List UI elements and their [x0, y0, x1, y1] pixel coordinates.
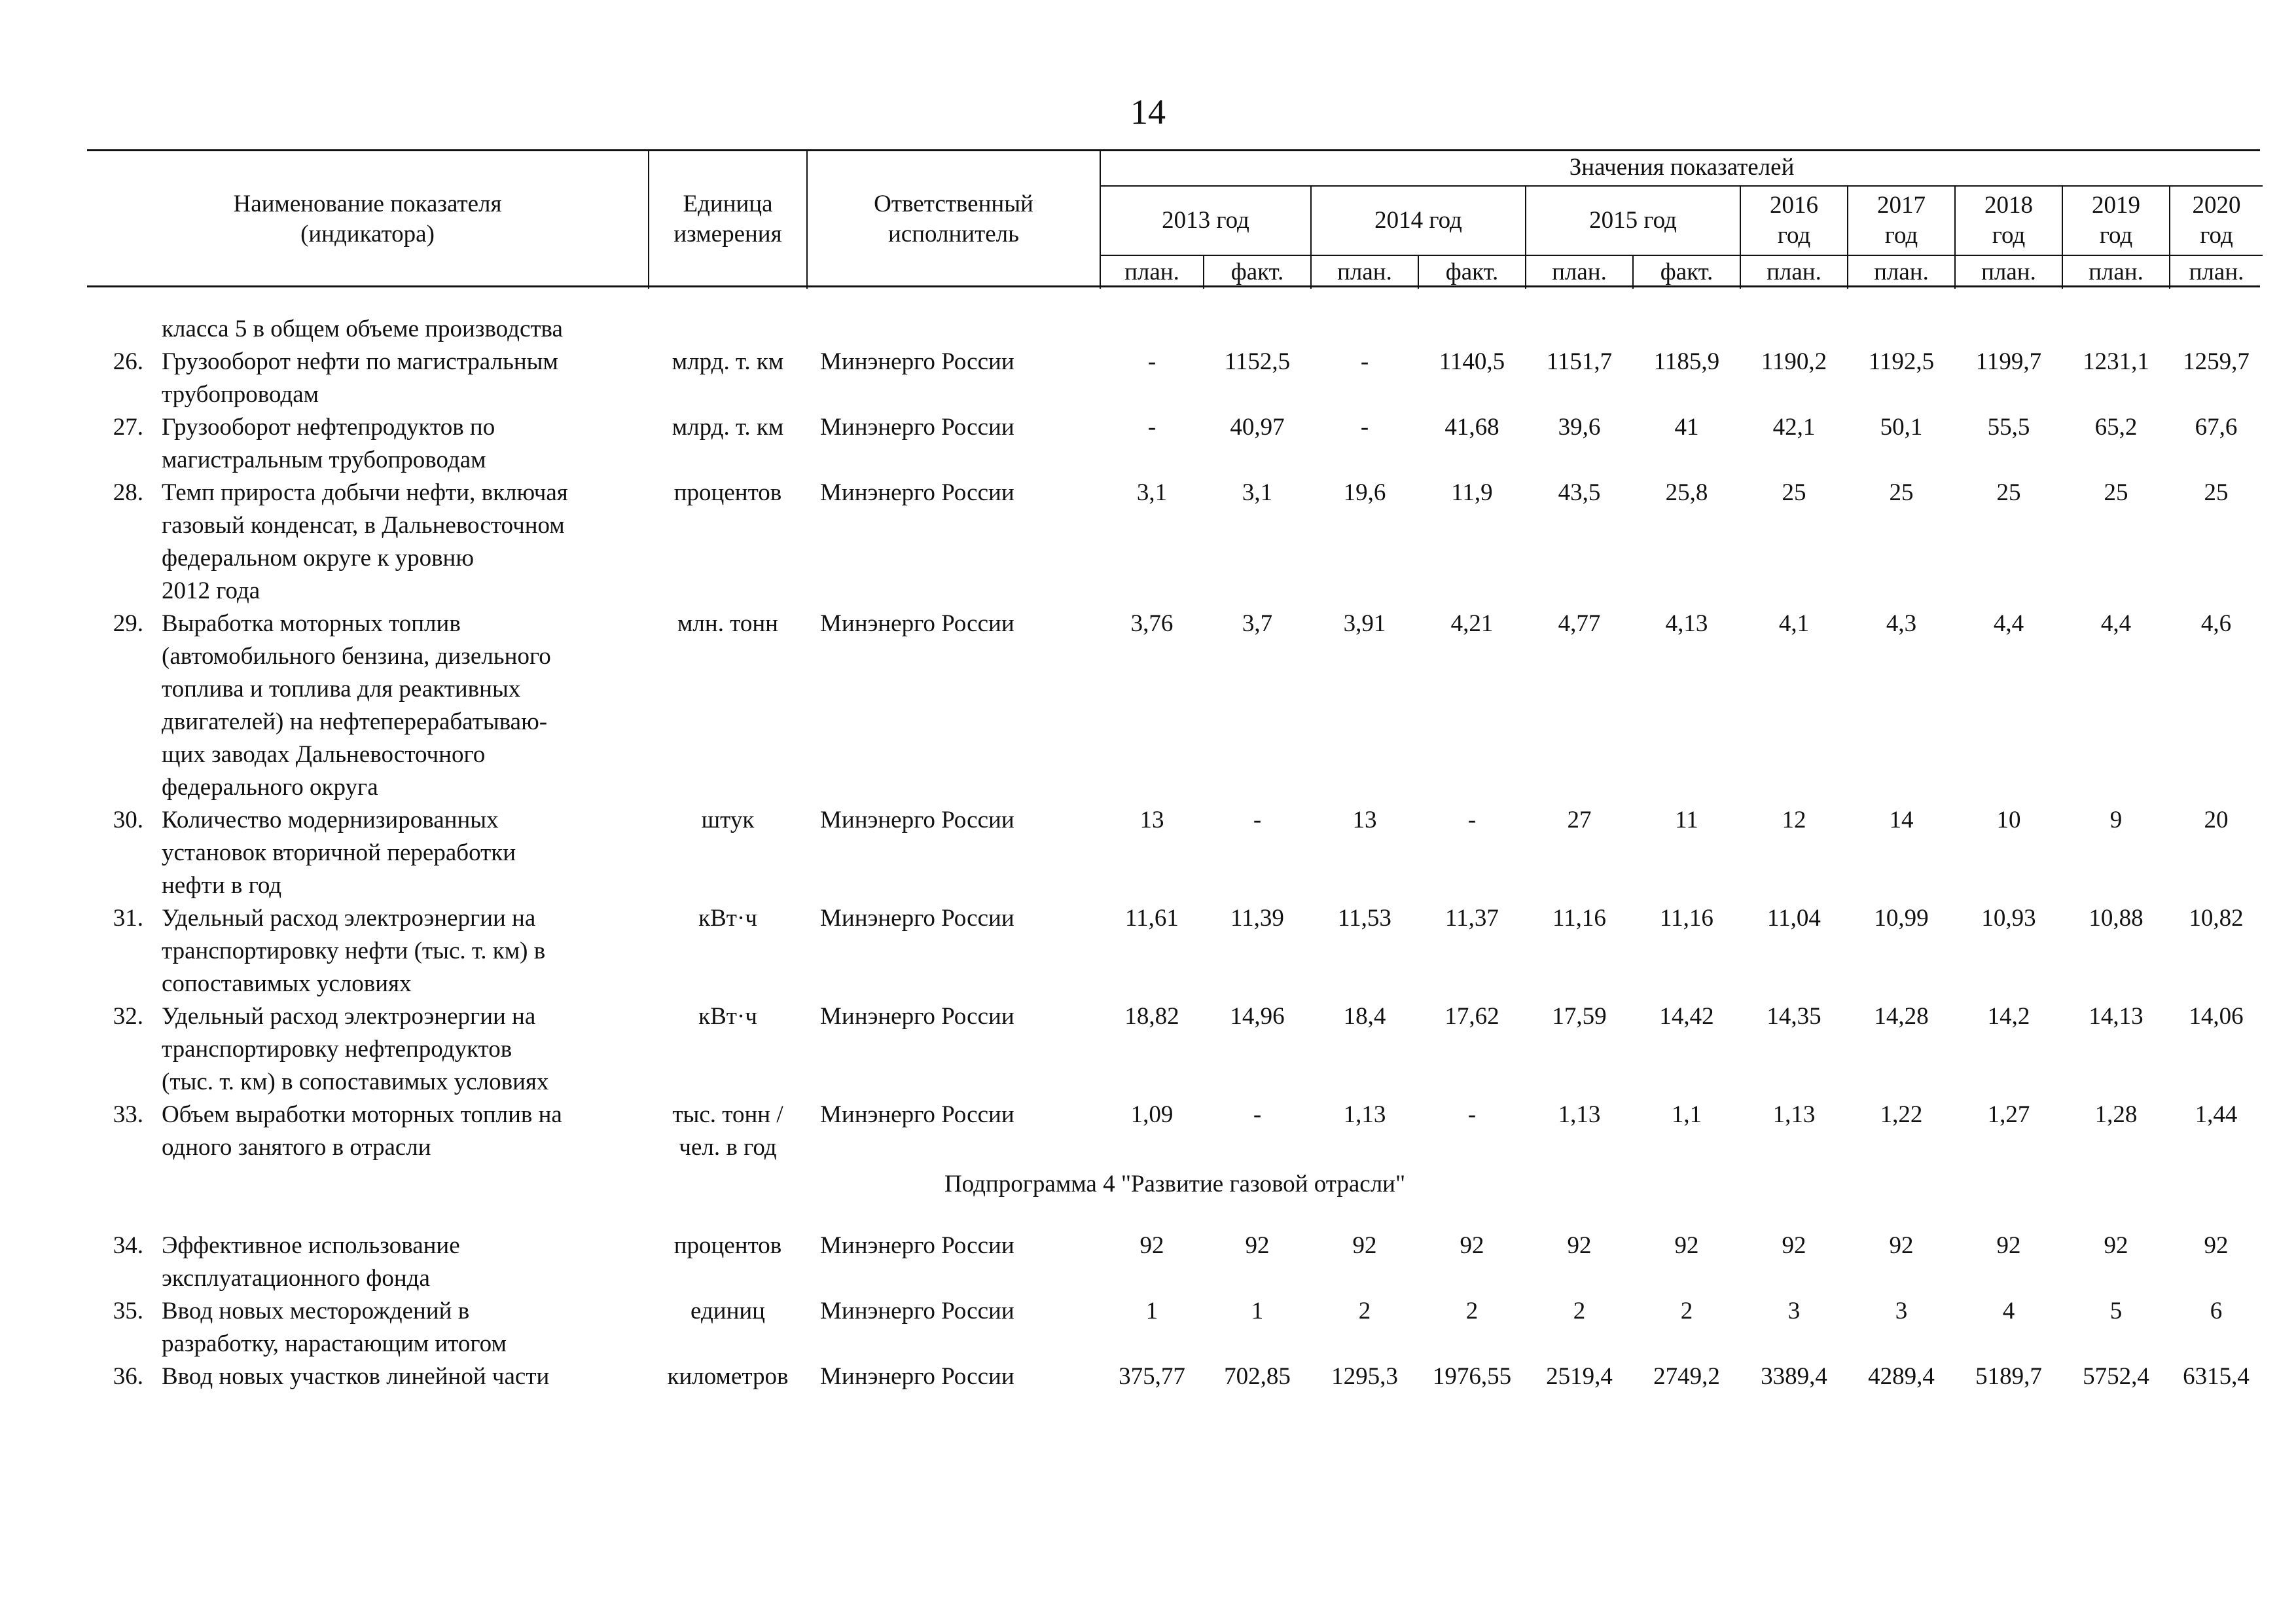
row-value: 10: [1996, 807, 2021, 833]
row-executor: Минэнерго России: [820, 1298, 1014, 1324]
year-header: 2015 год: [1526, 186, 1740, 255]
row-unit: кВт·ч: [698, 905, 757, 932]
row-unit: километров: [667, 1363, 789, 1390]
row-value: 25: [1996, 479, 2021, 506]
year-header: 2014 год: [1311, 186, 1526, 255]
row-value: 13: [1352, 807, 1377, 833]
page-number: 14: [1130, 92, 1166, 132]
row-value: 1,27: [1987, 1101, 2030, 1128]
row-name: Объем выработки моторных топлив на одного занятого в отрасли: [162, 1101, 562, 1161]
row-number: 28.: [113, 479, 143, 506]
row-value: 14,28: [1874, 1003, 1929, 1030]
row-value: 1: [1251, 1298, 1264, 1324]
row-name: Удельный расход электроэнергии на транспортировку нефтепродуктов (тыс. т. км) в сопоставимых условиях: [162, 1003, 549, 1095]
row-value: 92: [1782, 1232, 1806, 1259]
row-value: 92: [1139, 1232, 1164, 1259]
row-value: 1,13: [1343, 1101, 1386, 1128]
row-value: 9: [2109, 807, 2123, 833]
row-unit: штук: [701, 807, 755, 833]
section-row: [87, 1164, 2263, 1230]
row-value: 13: [1139, 807, 1164, 833]
row-value: 3,91: [1343, 610, 1386, 637]
row-value: 92: [1460, 1232, 1484, 1259]
row-number: 35.: [113, 1298, 143, 1324]
row-value: 10,99: [1874, 905, 1929, 932]
row-value: 4,4: [2100, 610, 2132, 637]
row-executor: Минэнерго России: [820, 610, 1014, 637]
sub-header: план.: [1526, 255, 1633, 289]
row-value: 2749,2: [1653, 1363, 1720, 1390]
row-number: 27.: [113, 414, 143, 441]
row-value: 4,13: [1665, 610, 1708, 637]
row-value: 3,7: [1242, 610, 1273, 637]
row-value: 18,4: [1343, 1003, 1386, 1030]
row-value: 1,28: [2094, 1101, 2138, 1128]
row-value: 92: [1674, 1232, 1699, 1259]
row-value: 3: [1787, 1298, 1801, 1324]
sub-header: факт.: [1204, 255, 1311, 289]
row-value: 17,62: [1444, 1003, 1499, 1030]
row-value: 11,53: [1338, 905, 1391, 932]
table-row: [87, 477, 2263, 608]
row-value: 2519,4: [1546, 1363, 1613, 1390]
row-value: 12: [1782, 807, 1806, 833]
sub-header: план.: [1311, 255, 1418, 289]
row-value: 67,6: [2195, 414, 2238, 441]
row-value: 50,1: [1880, 414, 1923, 441]
sub-header: план.: [1100, 255, 1204, 289]
table-row: [87, 1295, 2263, 1360]
row-value: 40,97: [1230, 414, 1285, 441]
sub-header: план.: [1848, 255, 1955, 289]
year-header: 2017 год: [1848, 186, 1955, 255]
row-value: 5: [2109, 1298, 2123, 1324]
table-row: [87, 1230, 2263, 1295]
row-unit: тыс. тонн / чел. в год: [672, 1101, 783, 1161]
row-name: Ввод новых участков линейной части: [162, 1363, 550, 1390]
row-value: 41: [1674, 414, 1699, 441]
row-value: 4,21: [1450, 610, 1494, 637]
row-value: 1190,2: [1761, 348, 1827, 375]
row-value: 5752,4: [2083, 1363, 2149, 1390]
row-value: 25: [2104, 479, 2128, 506]
row-value: 41,68: [1444, 414, 1499, 441]
row-value: 11,16: [1660, 905, 1713, 932]
table-row: [87, 411, 2263, 477]
table-header: [87, 149, 2263, 289]
row-value: 1295,3: [1331, 1363, 1398, 1390]
row-value: 1,22: [1880, 1101, 1923, 1128]
row-value: 5189,7: [1975, 1363, 2042, 1390]
row-unit: единиц: [691, 1298, 765, 1324]
row-value: 11,39: [1230, 905, 1284, 932]
row-value: 1,13: [1558, 1101, 1601, 1128]
row-number: 30.: [113, 807, 143, 833]
continuation-text: класса 5 в общем объеме производства: [162, 316, 563, 342]
row-unit: процентов: [673, 479, 782, 506]
row-executor: Минэнерго России: [820, 1003, 1014, 1030]
row-value: 14,35: [1767, 1003, 1821, 1030]
table-row: [87, 804, 2263, 902]
row-value: 4: [2002, 1298, 2015, 1324]
row-value: 702,85: [1224, 1363, 1291, 1390]
row-value: 4289,4: [1868, 1363, 1935, 1390]
section-title: Подпрограмма 4 "Развитие газовой отрасли": [944, 1171, 1406, 1197]
table-body-gas: [87, 1230, 2263, 1393]
row-value: 4,77: [1558, 610, 1601, 637]
row-value: 17,59: [1552, 1003, 1607, 1030]
row-value: 1,09: [1130, 1101, 1174, 1128]
row-value: 10,82: [2189, 905, 2244, 932]
row-name: Удельный расход электроэнергии на транспортировку нефти (тыс. т. км) в сопоставимых условиях: [162, 905, 546, 997]
row-value: 27: [1567, 807, 1592, 833]
row-value: 1151,7: [1546, 348, 1613, 375]
row-value: 92: [1889, 1232, 1914, 1259]
row-value: 3: [1895, 1298, 1908, 1324]
row-value: 14,2: [1987, 1003, 2030, 1030]
row-value: -: [1467, 1101, 1477, 1128]
row-value: 18,82: [1124, 1003, 1179, 1030]
row-number: 29.: [113, 610, 143, 637]
row-value: 2: [1680, 1298, 1693, 1324]
row-value: 11,9: [1451, 479, 1493, 506]
row-value: 14,96: [1230, 1003, 1285, 1030]
row-value: -: [1147, 348, 1157, 375]
year-header: 2013 год: [1100, 186, 1311, 255]
row-value: 14: [1889, 807, 1914, 833]
row-value: 92: [1352, 1232, 1377, 1259]
row-value: 1140,5: [1439, 348, 1505, 375]
sub-header: факт.: [1418, 255, 1526, 289]
row-value: 4,3: [1886, 610, 1917, 637]
row-value: 10,88: [2089, 905, 2144, 932]
row-unit: млрд. т. км: [672, 348, 784, 375]
table-row: [87, 1099, 2263, 1164]
table-row: [87, 346, 2263, 411]
row-executor: Минэнерго России: [820, 1101, 1014, 1128]
row-value: 1231,1: [2083, 348, 2149, 375]
sub-header: план.: [1955, 255, 2062, 289]
row-value: 43,5: [1558, 479, 1601, 506]
row-value: 92: [2204, 1232, 2229, 1259]
continuation-row: [87, 313, 2263, 346]
row-unit: процентов: [673, 1232, 782, 1259]
table-body: [87, 313, 2263, 1164]
row-value: 1192,5: [1868, 348, 1935, 375]
row-value: 3,1: [1242, 479, 1273, 506]
row-value: 1152,5: [1224, 348, 1291, 375]
row-value: 1: [1145, 1298, 1158, 1324]
row-number: 31.: [113, 905, 143, 932]
col-header-name: Наименование показателя (индикатора): [87, 149, 649, 289]
row-executor: Минэнерго России: [820, 905, 1014, 932]
row-value: 11,16: [1552, 905, 1606, 932]
row-number: 33.: [113, 1101, 143, 1128]
col-header-unit: Единица измерения: [649, 149, 807, 289]
row-name: Выработка моторных топлив (автомобильного бензина, дизельного топлива и топлива для реактивных двигателей) на нефтеперерабатываю- щих заводах Дальневосточного федерального округа: [162, 610, 551, 801]
year-header: 2020 год: [2170, 186, 2263, 255]
row-number: 26.: [113, 348, 143, 375]
row-value: 1976,55: [1432, 1363, 1512, 1390]
row-name: Грузооборот нефти по магистральным трубопроводам: [162, 348, 558, 408]
sub-header: план.: [2170, 255, 2263, 289]
row-name: Эффективное использование эксплуатационного фонда: [162, 1232, 460, 1292]
row-value: 25: [1782, 479, 1806, 506]
row-name: Грузооборот нефтепродуктов по магистральным трубопроводам: [162, 414, 495, 473]
row-value: 11,61: [1125, 905, 1179, 932]
row-executor: Минэнерго России: [820, 1363, 1014, 1390]
table-row: [87, 1360, 2263, 1393]
sub-header: факт.: [1633, 255, 1740, 289]
row-value: 92: [1567, 1232, 1592, 1259]
row-value: 11: [1675, 807, 1698, 833]
row-value: 4,6: [2200, 610, 2232, 637]
row-value: 39,6: [1558, 414, 1601, 441]
row-value: 92: [1996, 1232, 2021, 1259]
row-value: -: [1360, 348, 1369, 375]
row-executor: Минэнерго России: [820, 479, 1014, 506]
year-header: 2019 год: [2062, 186, 2170, 255]
col-header-executor: Ответственный исполнитель: [807, 149, 1100, 289]
row-value: 2: [1358, 1298, 1371, 1324]
row-value: 65,2: [2094, 414, 2138, 441]
row-executor: Минэнерго России: [820, 1232, 1014, 1259]
header-bottom-rule: [87, 285, 2260, 287]
row-value: 2: [1465, 1298, 1479, 1324]
row-executor: Минэнерго России: [820, 414, 1014, 441]
sub-header: план.: [1740, 255, 1848, 289]
row-executor: Минэнерго России: [820, 807, 1014, 833]
row-value: 11,04: [1767, 905, 1821, 932]
table-row: [87, 608, 2263, 804]
row-value: 25: [2204, 479, 2229, 506]
row-value: 42,1: [1772, 414, 1816, 441]
col-header-values: Значения показателей: [1100, 149, 2263, 186]
row-value: -: [1467, 807, 1477, 833]
table-row: [87, 1000, 2263, 1099]
row-executor: Минэнерго России: [820, 348, 1014, 375]
row-value: 3389,4: [1761, 1363, 1827, 1390]
row-unit: млрд. т. км: [672, 414, 784, 441]
row-value: -: [1360, 414, 1369, 441]
row-number: 36.: [113, 1363, 143, 1390]
row-value: 4,1: [1778, 610, 1810, 637]
indicator-table: [87, 313, 2263, 1393]
row-value: 3,1: [1136, 479, 1168, 506]
row-value: 2: [1573, 1298, 1586, 1324]
row-name: Темп прироста добычи нефти, включая газовый конденсат, в Дальневосточном федеральном округе к уровню 2012 года: [162, 479, 568, 604]
row-value: 1259,7: [2183, 348, 2250, 375]
row-value: 14,06: [2189, 1003, 2244, 1030]
row-value: 1,13: [1772, 1101, 1816, 1128]
row-value: 3,76: [1130, 610, 1174, 637]
row-value: 92: [1245, 1232, 1270, 1259]
row-value: 6: [2210, 1298, 2223, 1324]
row-value: 1,44: [2195, 1101, 2238, 1128]
row-number: 34.: [113, 1232, 143, 1259]
row-name: Ввод новых месторождений в разработку, нарастающим итогом: [162, 1298, 507, 1357]
row-value: -: [1253, 807, 1262, 833]
row-value: 25,8: [1665, 479, 1708, 506]
table-row: [87, 902, 2263, 1000]
row-value: 1,1: [1671, 1101, 1702, 1128]
row-value: 375,77: [1119, 1363, 1185, 1390]
row-value: 92: [2104, 1232, 2128, 1259]
row-value: 19,6: [1343, 479, 1386, 506]
row-unit: млн. тонн: [677, 610, 778, 637]
row-value: 6315,4: [2183, 1363, 2250, 1390]
row-unit: кВт·ч: [698, 1003, 757, 1030]
row-value: 14,42: [1659, 1003, 1714, 1030]
row-value: 10,93: [1981, 905, 2036, 932]
row-value: 1199,7: [1975, 348, 2042, 375]
row-name: Количество модернизированных установок вторичной переработки нефти в год: [162, 807, 516, 899]
row-value: 1185,9: [1653, 348, 1720, 375]
row-value: -: [1253, 1101, 1262, 1128]
row-value: 11,37: [1445, 905, 1499, 932]
year-header: 2018 год: [1955, 186, 2062, 255]
header-top-rule: [87, 149, 2260, 151]
row-value: 14,13: [2089, 1003, 2144, 1030]
row-value: -: [1147, 414, 1157, 441]
year-header: 2016 год: [1740, 186, 1848, 255]
row-number: 32.: [113, 1003, 143, 1030]
row-value: 55,5: [1987, 414, 2030, 441]
sub-header: план.: [2062, 255, 2170, 289]
row-value: 20: [2204, 807, 2229, 833]
row-value: 4,4: [1993, 610, 2024, 637]
row-value: 25: [1889, 479, 1914, 506]
